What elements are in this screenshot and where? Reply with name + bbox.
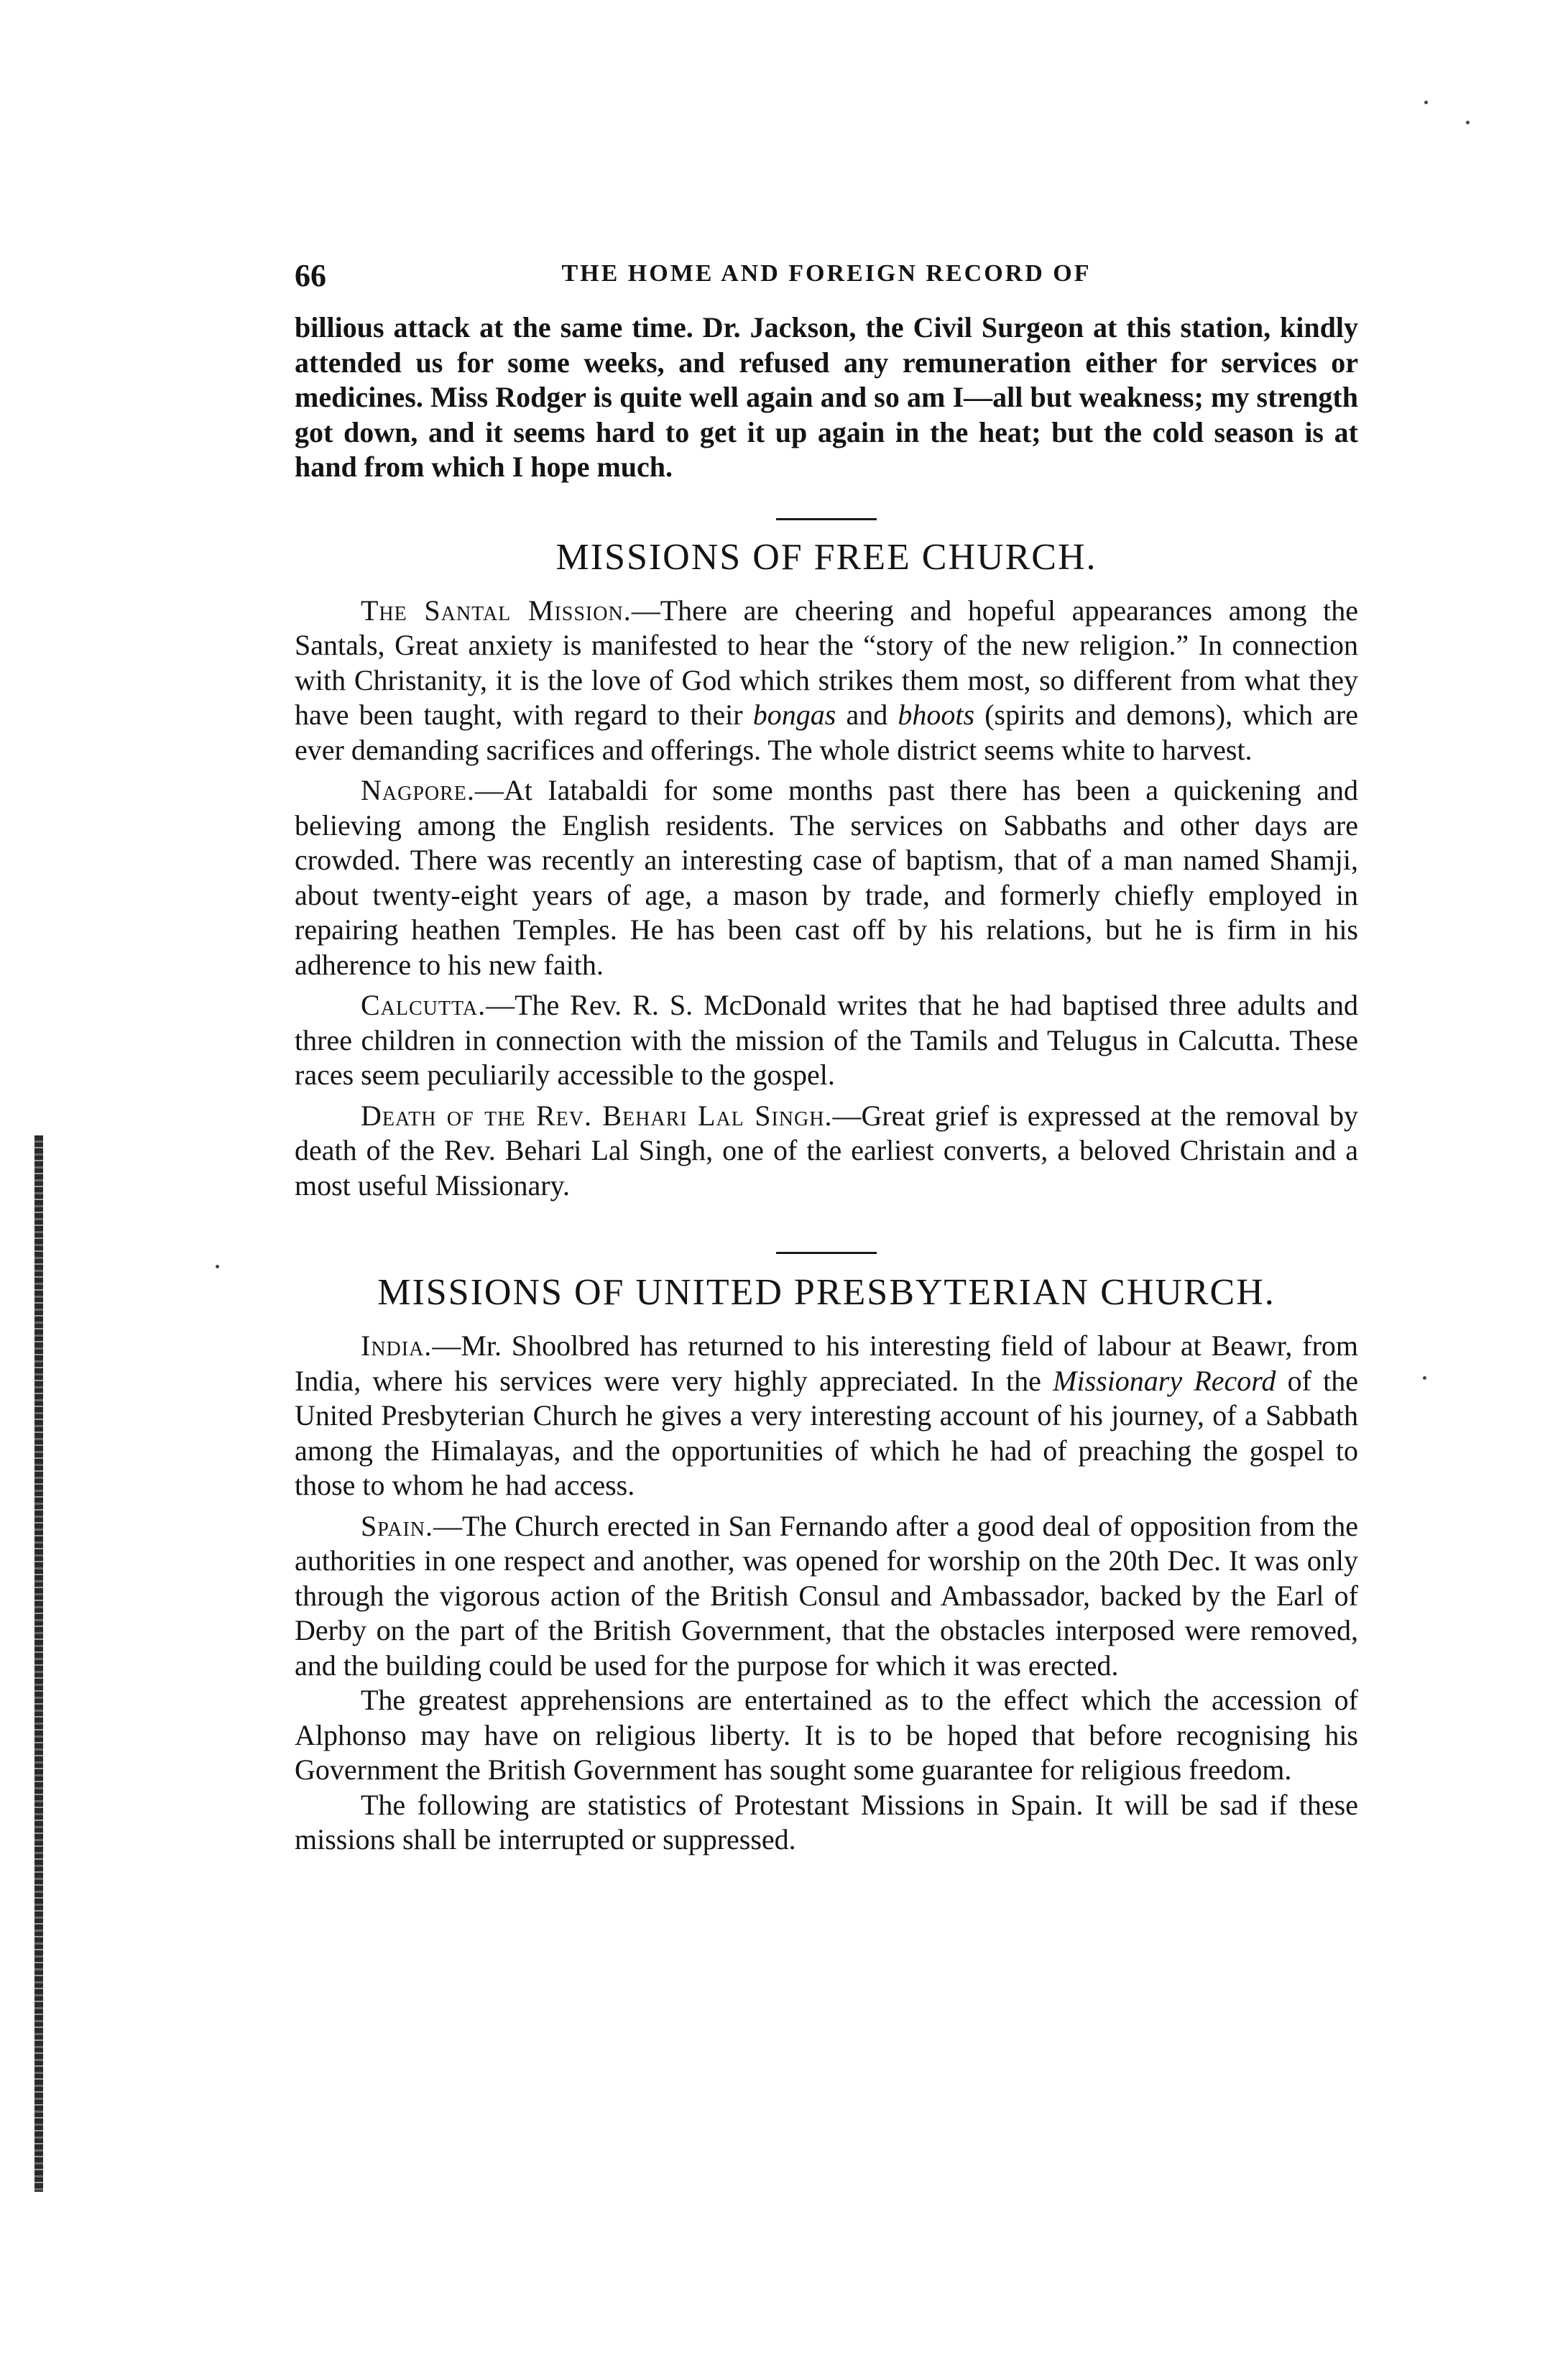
calcutta-paragraph [295,988,1358,1093]
nagpore-paragraph [295,773,1358,982]
section-heading-free-church: MISSIONS OF FREE CHURCH. [555,536,1097,578]
nagpore-text: —At Iatabaldi for some months past there has been a quickening and believing among the English residents. The services on Sabbaths and other days are crowded. There was recently an interesting case of baptism, that of a man named Shamji, about twenty-eight years of age, a mason by trade, and formerly chiefly employed in repairing heathen Temples. He has been cast off by his relations, but he is firm in his adherence to his new faith. [295,774,1358,981]
santal-term-bongas: bongas [752,699,836,731]
print-speck [1466,121,1470,124]
santal-text-1: —There are cheering and hopeful appearances among the Santals, Great anxiety is manifested to hear the “story of the new religion.” In connection with Christanity, it is the love of God which strikes them most, so different from what they have been taught, with regard to their [295,594,1358,731]
spain-lead: Spain. [361,1509,434,1542]
nagpore-lead: Nagpore. [361,774,475,806]
calcutta-lead: Calcutta. [361,989,486,1021]
binding-edge-artifact [34,1135,43,2192]
spain-text: —The Church erected in San Fernando after a good deal of opposition from the authorities in one respect and another, was opened for worship on the 20th Dec. It was only through the vigorous action of the British Consul and Ambassador, backed by the Earl of Derby on the part of the British Government, that the obstacles interposed were removed, and the building could be used for the purpose for which it was erected. [295,1509,1358,1682]
santal-term-bhoots: bhoots [898,699,975,731]
print-speck [1423,1376,1426,1380]
india-publication-title: Missionary Record [1053,1364,1276,1397]
apprehensions-paragraph: The greatest apprehensions are entertained as to the effect which the accession of Alphonso may have on religious liberty. It is to be hoped that before recognising his Government the British Government has sought some guarantee for religious freedom. [295,1684,1358,1786]
intro-paragraph: billious attack at the same time. Dr. Jackson, the Civil Surgeon at this station, kindly attended us for some weeks, and refused any remuneration either for services or medicines. Miss Rodger is quite well again and so am I—all but weakness; my strength got down, and it seems hard to get it up again in the heat; but the cold season is at hand from which I hope much. [295,311,1358,483]
india-paragraph [295,1329,1358,1503]
santal-text-3: (spirits and demons), which are ever demanding sacrifices and offerings. The whole district seems white to harvest. [295,699,1358,766]
india-text-2: of the United Presbyterian Church he gives a very interesting account of his journey, of a Sabbath among the Himalayas, and the opportunities of which he had of preaching the gospel to those to whom he had access. [295,1364,1358,1501]
print-speck [1424,101,1428,104]
running-head [295,257,1358,300]
statistics-paragraph: The following are statistics of Protestant Missions in Spain. It will be sad if these missions shall be interrupted or suppressed. [295,1788,1358,1855]
print-speck [216,1265,219,1268]
santal-mission-lead: The Santal Mission. [361,594,632,627]
section-heading-united-presbyterian: MISSIONS OF UNITED PRESBYTERIAN CHURCH. [377,1272,1276,1313]
india-text-1: —Mr. Shoolbred has returned to his interesting field of labour at Beawr, from India, where his services were very highly appreciated. In the [295,1329,1358,1397]
death-notice-text: —Great grief is expressed at the removal by death of the Rev. Behari Lal Singh, one of the earliest converts, a beloved Christain and a most useful Missionary. [295,1099,1358,1202]
death-notice-lead: Death of the Rev. Behari Lal Singh. [361,1099,833,1132]
death-notice-paragraph [295,1099,1358,1204]
santal-text-2: and [836,699,898,731]
text-column [295,310,1358,1858]
running-title: THE HOME AND FOREIGN RECORD OF [561,260,1092,287]
india-lead: India. [361,1329,433,1362]
spain-paragraph [295,1509,1358,1684]
calcutta-text: —The Rev. R. S. McDonald writes that he had baptised three adults and three children in connection with the mission of the Tamils and Telugus in Calcutta. These races seem peculiarily accessible to the gospel. [295,989,1358,1091]
santal-mission-paragraph [295,594,1358,768]
page-number: 66 [295,258,326,293]
